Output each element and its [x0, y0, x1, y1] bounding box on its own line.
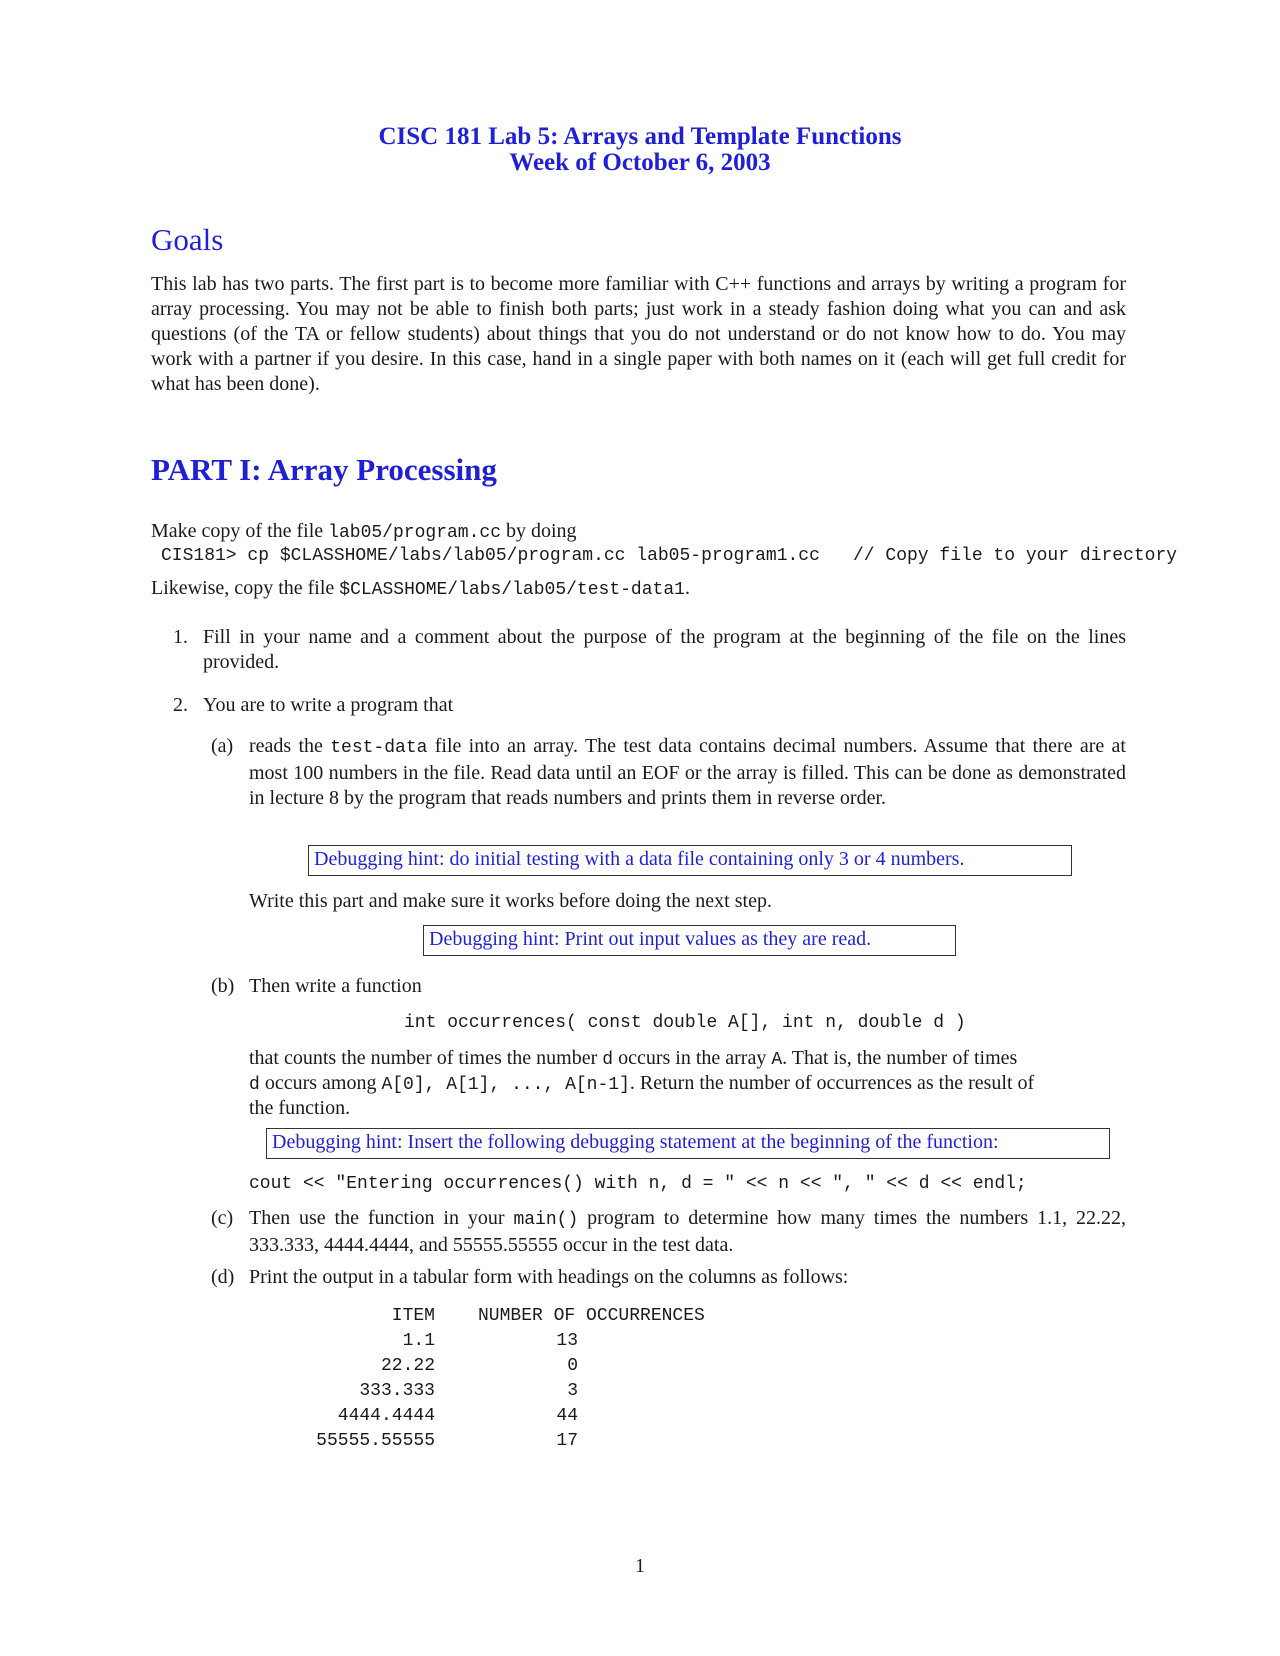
code-array-elements: A[0], A[1], ..., A[n-1]: [381, 1075, 630, 1095]
document-title: [0, 124, 1280, 176]
copy-command: CIS181> cp $CLASSHOME/labs/lab05/program.cc lab05-program1.cc: [161, 546, 820, 566]
debug-hint-print-input: Debugging hint: Print out input values as they are read.: [423, 925, 956, 956]
sub-c-label: (c): [211, 1207, 234, 1229]
sub-b-desc-line3: the function.: [249, 1097, 351, 1119]
item-2-number: 2.: [173, 694, 188, 716]
sub-d-label: (d): [211, 1266, 235, 1288]
table-row-3-count: 3: [567, 1381, 578, 1401]
test-data-code: test-data: [330, 738, 428, 758]
table-row-4-item: 4444.4444: [337, 1406, 435, 1426]
sub-d-text: Print the output in a tabular form with headings on the columns as follows:: [249, 1266, 849, 1288]
table-header-item: ITEM: [391, 1306, 435, 1326]
output-table: [0, 1304, 1280, 1464]
table-row-5-item: 55555.55555: [316, 1431, 435, 1451]
goals-paragraph: This lab has two parts. The first part is to become more familiar with C++ functions and arrays by writing a program for array processing. You may not be able to finish both parts; just work in a steady fashion doing what you can and ask questions (of the TA or fellow students) about things that you do not understand or do not know how to do. You may work with a partner if you desire. In this case, hand in a single paper with both names on it (each will get full credit for what has been done).: [151, 273, 1126, 395]
sub-c-text: Then use the function in your main() program to determine how many times the numbers 1.1, 22.22, 333.333, 4444.4444, and 55555.55555 occur in the test data.: [249, 1207, 1126, 1256]
item-1-number: 1.: [173, 626, 188, 648]
table-row-4-count: 44: [556, 1406, 578, 1426]
sub-a-after: Write this part and make sure it works before doing the next step.: [249, 890, 772, 912]
debug-hint-initial-testing: Debugging hint: do initial testing with a data file containing only 3 or 4 numbers.: [308, 845, 1072, 876]
code-d-2: d: [249, 1075, 260, 1095]
table-row-3-item: 333.333: [359, 1381, 435, 1401]
table-row-1-count: 13: [556, 1331, 578, 1351]
sub-b-intro: Then write a function: [249, 975, 422, 997]
test-data-path: $CLASSHOME/labs/lab05/test-data1: [339, 580, 685, 600]
page-number: 1: [635, 1555, 645, 1577]
copy-intro: Make copy of the file lab05/program.cc by doing: [151, 520, 577, 543]
sub-b-desc-line1: that counts the number of times the number d occurs in the array A. That is, the number of times: [249, 1047, 1018, 1070]
file-name-code: lab05/program.cc: [328, 523, 501, 543]
table-row-5-count: 17: [556, 1431, 578, 1451]
table-row-2-item: 22.22: [380, 1356, 435, 1376]
function-signature: int occurrences( const double A[], int n, double d ): [404, 1013, 966, 1033]
sub-a-text: reads the test-data file into an array. The test data contains decimal numbers. Assume that there are at most 100 numbers in the file. Read data until an EOF or the array is filled. This can be done as demonstrated in lecture 8 by the program that reads numbers and prints them in reverse order.: [249, 735, 1126, 809]
title-line-1: CISC 181 Lab 5: Arrays and Template Functions: [378, 123, 902, 150]
code-A: A: [771, 1050, 783, 1070]
part1-heading: PART I: Array Processing: [151, 452, 497, 487]
table-row-2-count: 0: [567, 1356, 578, 1376]
sub-a-label: (a): [211, 735, 234, 757]
code-d: d: [602, 1050, 614, 1070]
copy-command-comment: // Copy file to your directory: [853, 546, 1178, 566]
title-line-2: Week of October 6, 2003: [509, 149, 771, 176]
item-1-text: Fill in your name and a comment about the purpose of the program at the beginning of the file on the lines provided.: [203, 626, 1126, 673]
debug-cout-statement: cout << "Entering occurrences() with n, d = " << n << ", " << d << endl;: [249, 1174, 1027, 1194]
debug-hint-insert-statement: Debugging hint: Insert the following debugging statement at the beginning of the function:: [266, 1128, 1110, 1159]
item-2-text: You are to write a program that: [203, 694, 454, 716]
code-main: main(): [513, 1210, 579, 1230]
goals-heading: Goals: [151, 222, 224, 257]
likewise-line: Likewise, copy the file $CLASSHOME/labs/lab05/test-data1.: [151, 577, 690, 600]
sub-b-label: (b): [211, 975, 235, 997]
sub-b-desc-line2: d occurs among A[0], A[1], ..., A[n-1]. Return the number of occurrences as the result of: [249, 1072, 1035, 1095]
table-row-1-item: 1.1: [402, 1331, 435, 1351]
table-header-count: NUMBER OF OCCURRENCES: [478, 1306, 705, 1326]
